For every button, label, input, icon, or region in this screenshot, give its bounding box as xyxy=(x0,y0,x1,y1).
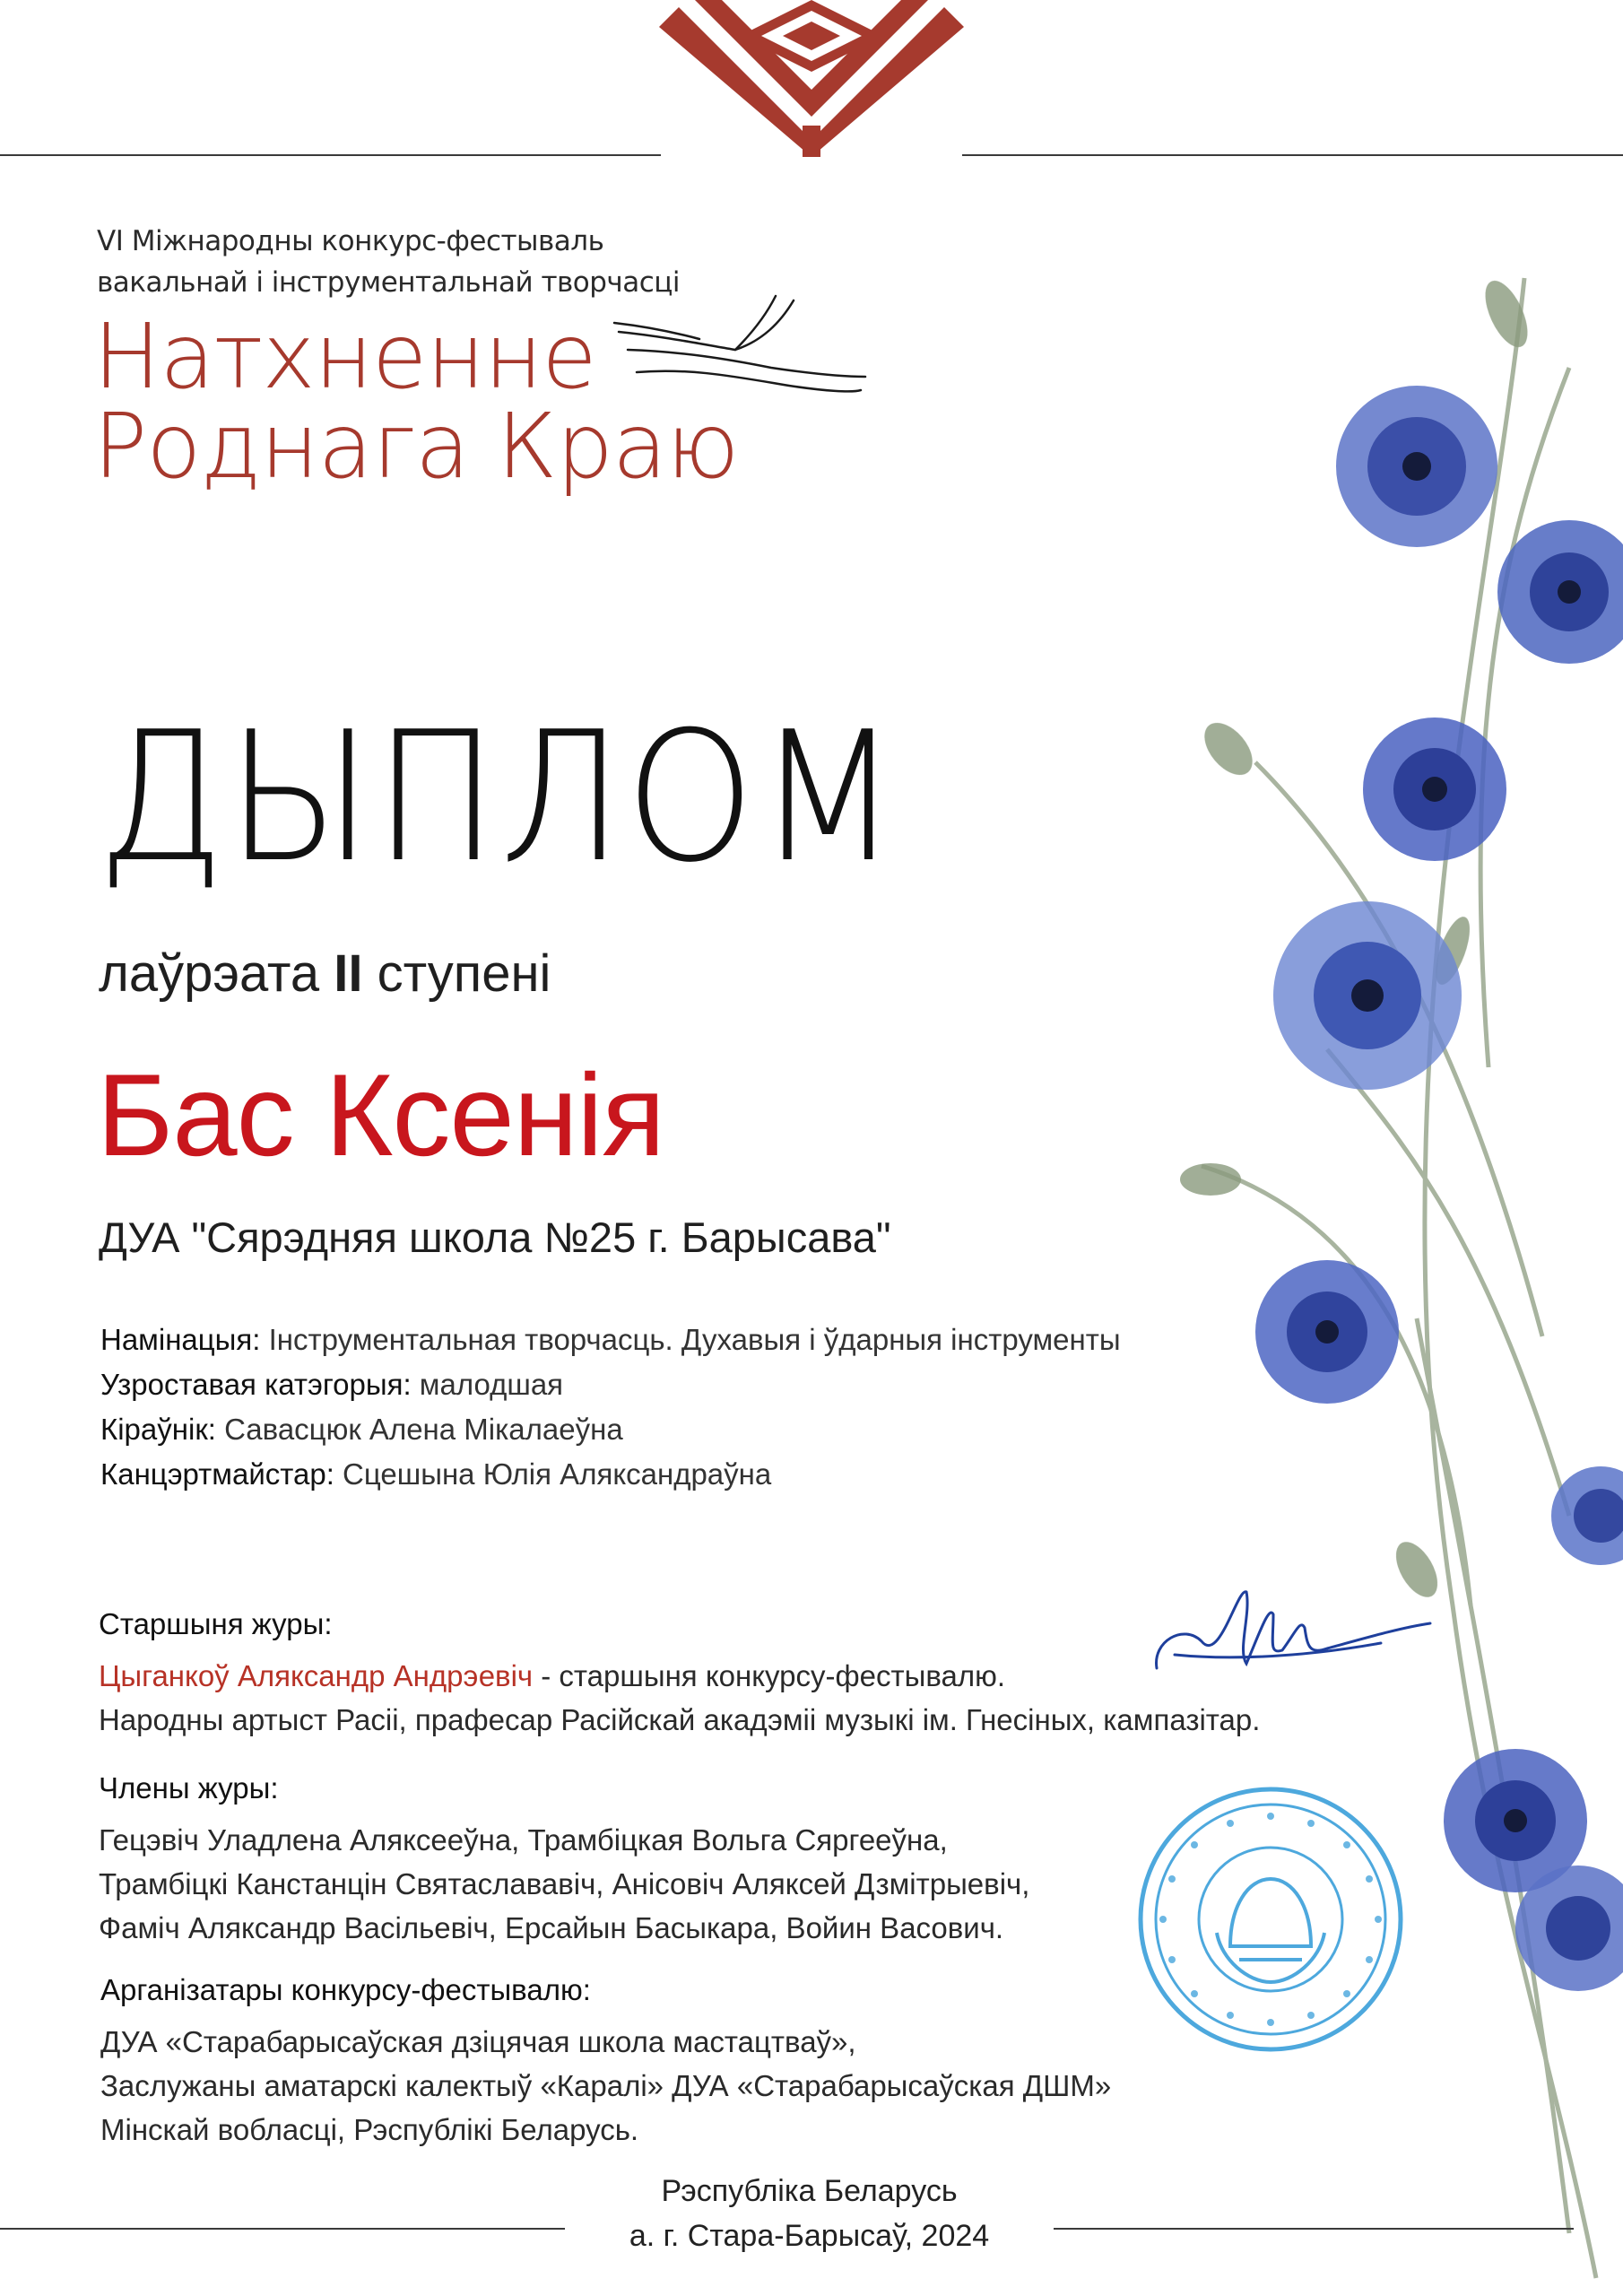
detail-accompanist xyxy=(100,1452,1121,1497)
jury-chair-heading: Старшыня журы: xyxy=(99,1607,333,1640)
detail-value: Савасцюк Алена Мікалаеўна xyxy=(215,1413,623,1446)
folk-ornament-icon xyxy=(659,0,964,157)
degree-suffix: ступені xyxy=(362,944,551,1003)
jury-members-line: Фаміч Аляксандр Васільевіч, Ерсайын Басыкара, Войин Васович. xyxy=(99,1911,1004,1944)
jury-members-line: Гецэвіч Уладлена Аляксееўна, Трамбіцкая Вольга Сяргееўна, xyxy=(99,1823,948,1857)
crane-bird-icon xyxy=(610,287,870,413)
bottom-left-rule xyxy=(0,2228,565,2230)
detail-label: Узроставая катэгорыя: xyxy=(100,1368,412,1401)
detail-value: Сцешына Юлія Аляксандраўна xyxy=(334,1457,772,1491)
top-left-rule xyxy=(0,154,661,156)
detail-value: малодшая xyxy=(411,1368,564,1401)
degree-rank: II xyxy=(334,944,363,1003)
degree-prefix: лаўрэата xyxy=(99,944,334,1003)
footer-location xyxy=(574,2169,1045,2258)
official-stamp-icon xyxy=(1132,1780,1410,2058)
festival-name-line1: VI Міжнародны конкурс-фестываль xyxy=(97,225,604,257)
detail-value: Інструментальная творчасць. Духавыя і ўдарныя інструменты xyxy=(260,1323,1121,1356)
jury-chair-name: Цыганкоў Аляксандр Андрэевіч xyxy=(99,1659,534,1692)
details-list xyxy=(100,1318,1121,1497)
organizers-line: ДУА «Старабарысаўская дзіцячая школа мастацтваў», xyxy=(100,2025,856,2058)
organizers-line: Мінскай вобласці, Рэспублікі Беларусь. xyxy=(100,2113,639,2146)
diploma-title: ДЫПЛОМ xyxy=(97,693,901,902)
jury-members-list xyxy=(99,1818,1029,1950)
festival-name-line2: вакальнай і інструментальнай творчасці xyxy=(97,266,680,299)
laureate-degree xyxy=(99,944,551,1004)
festival-brand-line2: Роднага Краю xyxy=(93,394,739,499)
organizers-list xyxy=(100,2020,1111,2152)
festival-brand-line1: Натхненне xyxy=(93,304,596,409)
jury-chair-block xyxy=(99,1654,1260,1742)
jury-members-heading: Члены журы: xyxy=(99,1771,279,1805)
footer-country: Рэспубліка Беларусь xyxy=(661,2174,958,2208)
jury-chair-role: - старшыня конкурсу-фестывалю. xyxy=(533,1659,1006,1692)
detail-nomination xyxy=(100,1318,1121,1362)
detail-supervisor xyxy=(100,1407,1121,1452)
school-name: ДУА "Сярэдняя школа №25 г. Барысава" xyxy=(99,1213,891,1261)
detail-label: Намінацыя: xyxy=(100,1323,261,1356)
detail-label: Канцэртмайстар: xyxy=(100,1457,334,1491)
signature-icon xyxy=(1148,1578,1435,1695)
organizers-heading: Арганізатары конкурсу-фестывалю: xyxy=(100,1973,591,2006)
jury-members-line: Трамбіцкі Канстанцін Святаслававіч, Анісовіч Аляксей Дзмітрыевіч, xyxy=(99,1867,1030,1900)
detail-age-category xyxy=(100,1362,1121,1407)
jury-chair-credentials: Народны артыст Расіі, прафесар Расійскай акадэміі музыкі ім. Гнесіных, кампазітар. xyxy=(99,1703,1261,1736)
footer-place-year: а. г. Стара-Барысаў, 2024 xyxy=(629,2219,990,2253)
organizers-line: Заслужаны аматарскі калектыў «Каралі» ДУА «Старабарысаўская ДШМ» xyxy=(100,2069,1112,2102)
detail-label: Кіраўнік: xyxy=(100,1413,216,1446)
bottom-right-rule xyxy=(1054,2228,1574,2230)
winner-name: Бас Ксенія xyxy=(97,1049,664,1180)
top-right-rule xyxy=(962,154,1623,156)
